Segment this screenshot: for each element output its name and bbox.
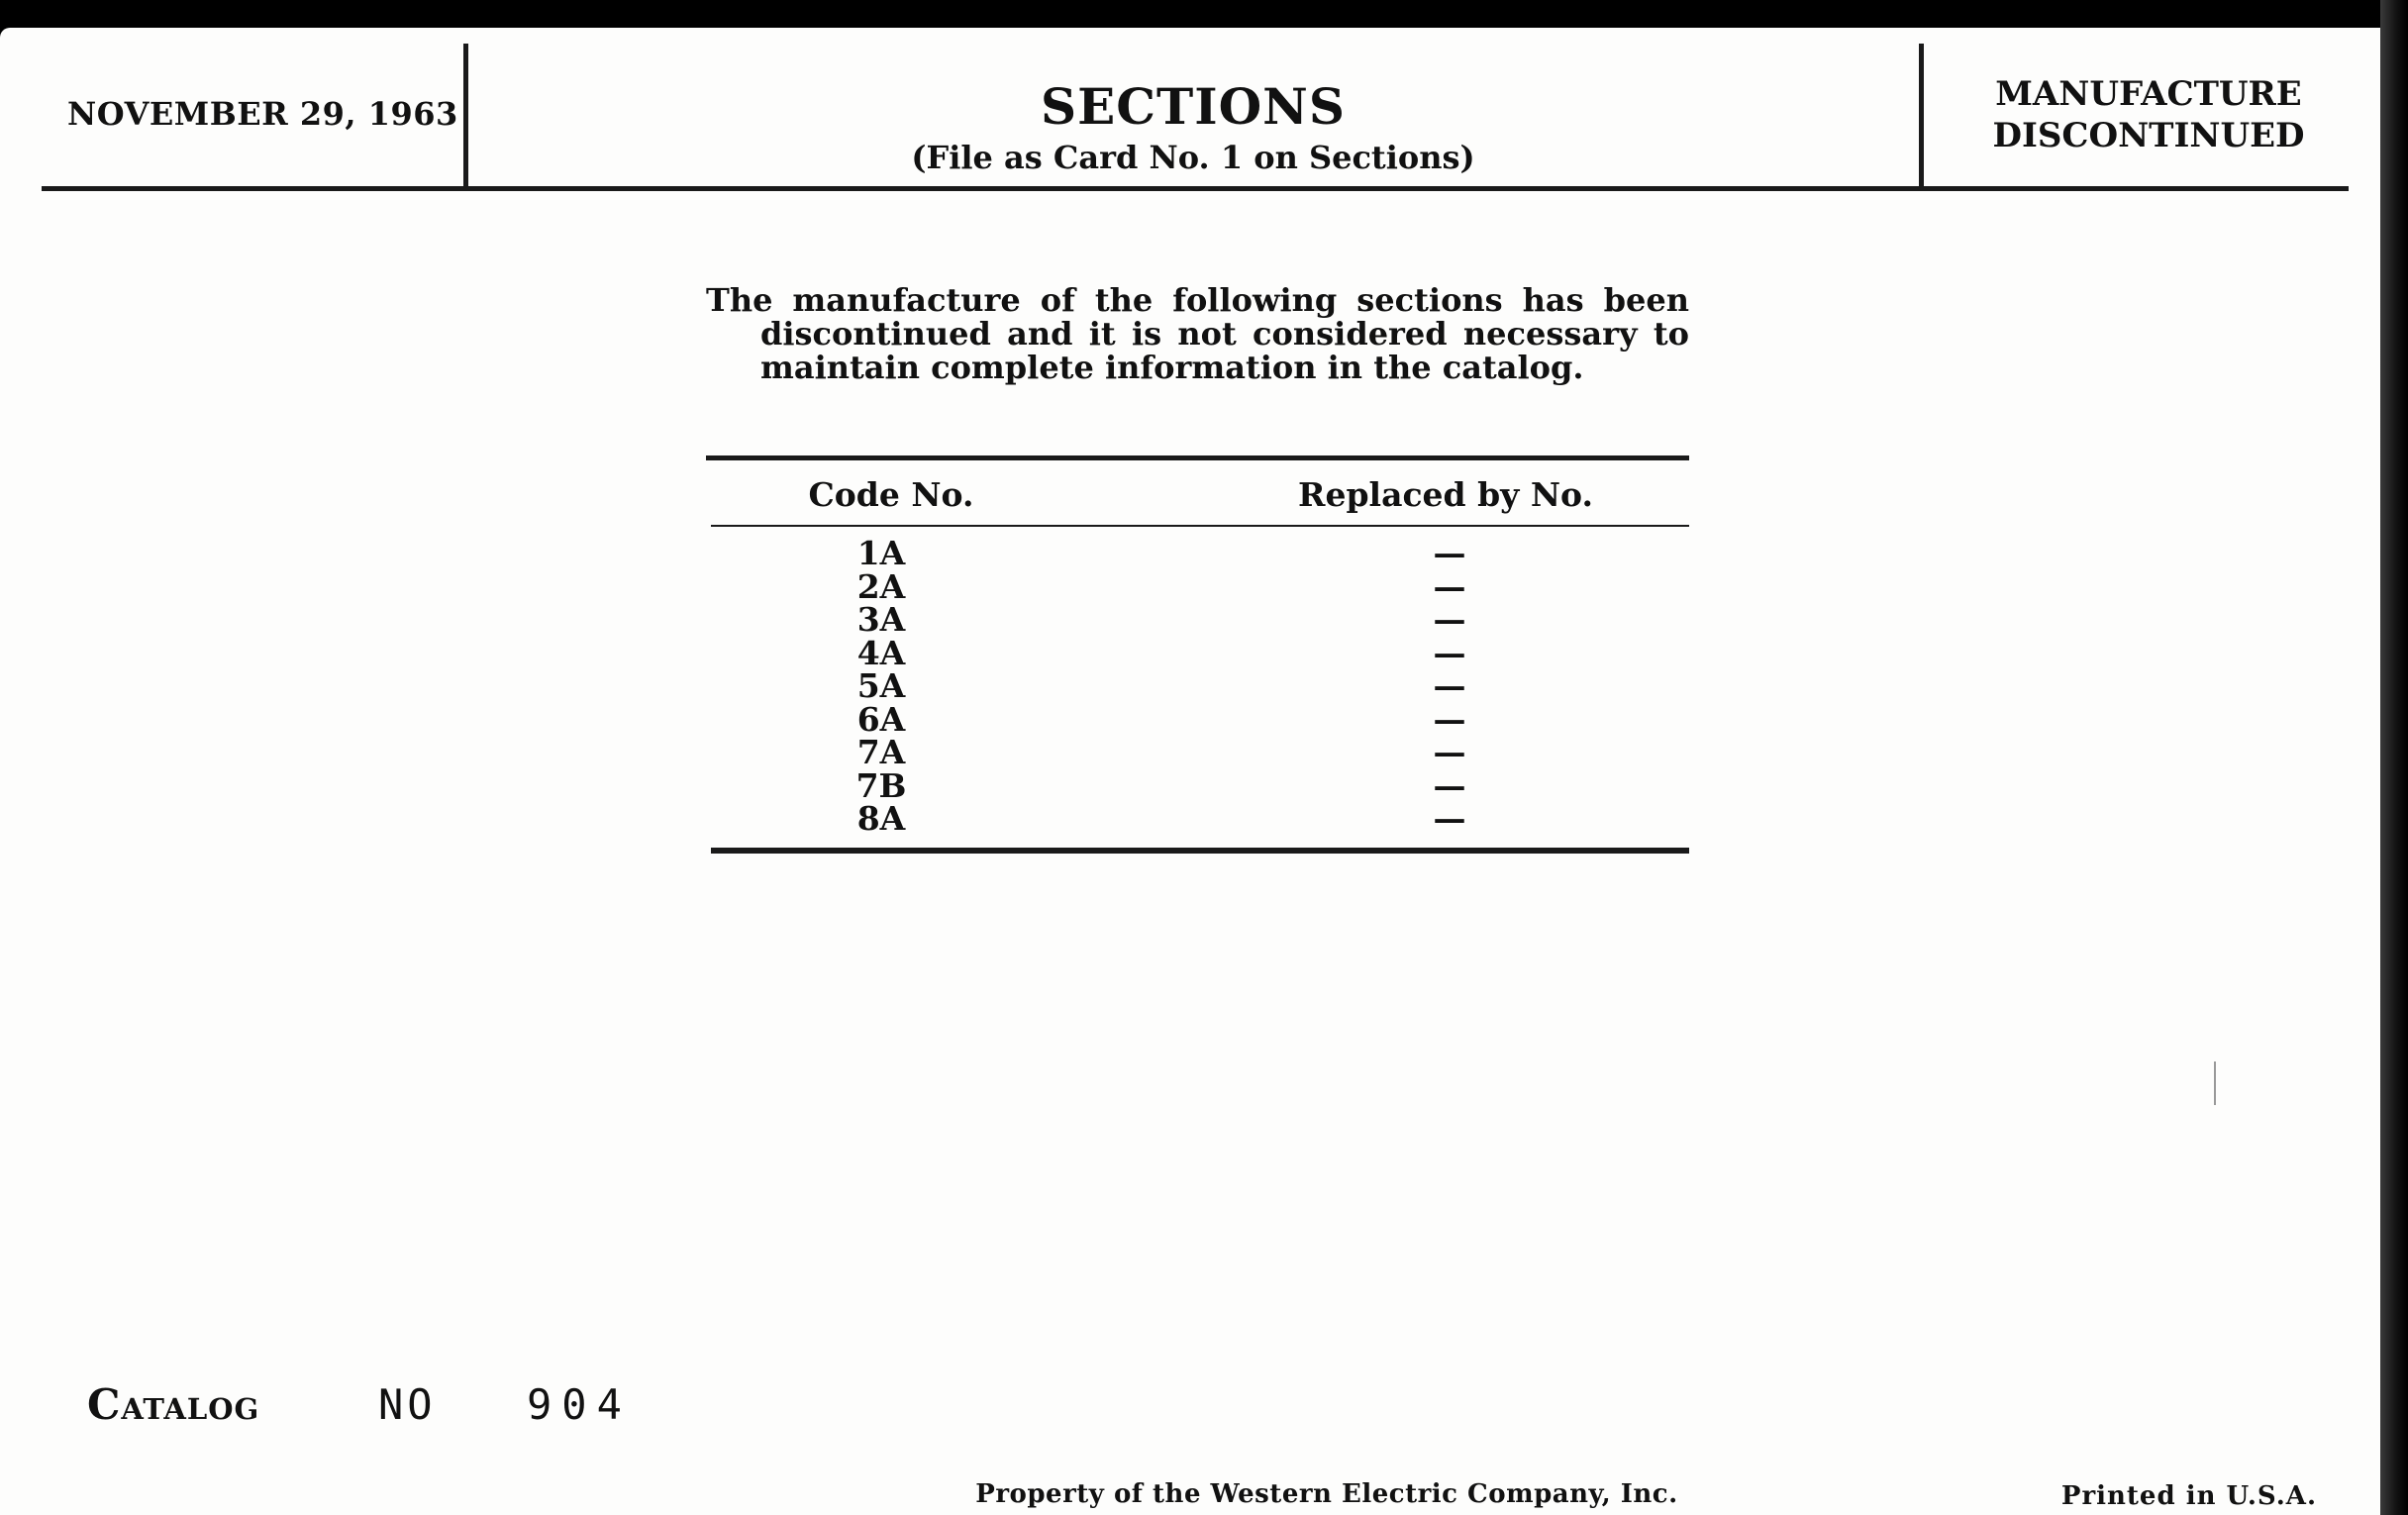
- table-row-code: 2A: [856, 566, 906, 606]
- footer-printed: Printed in U.S.A.: [2060, 1481, 2317, 1511]
- catalog-no-label: NO: [378, 1380, 437, 1429]
- footer-property: Property of the Western Electric Company, Inc.: [975, 1479, 1678, 1509]
- status-line-2: DISCONTINUED: [1992, 116, 2305, 155]
- page-title: SECTIONS: [1041, 77, 1346, 136]
- code-column: [792, 534, 970, 838]
- table-row-code: 1A: [856, 534, 906, 572]
- table-row-replaced: —: [1433, 765, 1466, 805]
- header-rule: [42, 186, 2349, 191]
- table-row-replaced: —: [1433, 534, 1466, 572]
- header-divider-right: [1919, 44, 1924, 186]
- table-row-code: 7A: [856, 733, 906, 771]
- table-row-replaced: —: [1433, 666, 1466, 705]
- table-row-replaced: —: [1433, 600, 1466, 639]
- table-row-replaced: —: [1433, 566, 1466, 606]
- status-label: [1970, 73, 2327, 156]
- notice-paragraph: The manufacture of the following sections has been discontinued and it is not considered necessary to maintain complete information in the catalog.: [706, 281, 1689, 386]
- scan-edge: [2380, 0, 2408, 1515]
- page-subtitle: (File as Card No. 1 on Sections): [911, 139, 1475, 176]
- table-row-replaced: —: [1433, 799, 1466, 838]
- column-header-replaced: Replaced by No.: [1298, 475, 1593, 514]
- table-row-replaced: —: [1433, 699, 1466, 739]
- table-row-code: 6A: [856, 699, 906, 739]
- table-row-replaced: —: [1433, 733, 1466, 771]
- table-row-replaced: —: [1433, 633, 1466, 672]
- table-row-code: 4A: [856, 633, 906, 672]
- catalog-card: [0, 28, 2380, 1515]
- column-header-code: Code No.: [808, 475, 974, 514]
- table-bottom-rule: [711, 848, 1689, 854]
- table-row-code: 8A: [856, 799, 906, 838]
- status-line-1: MANUFACTURE: [1995, 74, 2302, 114]
- issue-date: NOVEMBER 29, 1963: [67, 95, 458, 133]
- table-top-rule: [706, 455, 1689, 460]
- table-row-code: 7B: [855, 765, 907, 805]
- margin-mark: [2214, 1061, 2216, 1105]
- catalog-label: Catalog: [87, 1380, 260, 1429]
- catalog-number: 904: [527, 1380, 632, 1429]
- replaced-column: [1410, 534, 1489, 838]
- table-row-code: 3A: [856, 600, 906, 639]
- table-row-code: 5A: [856, 666, 906, 705]
- table-header-rule: [711, 525, 1689, 527]
